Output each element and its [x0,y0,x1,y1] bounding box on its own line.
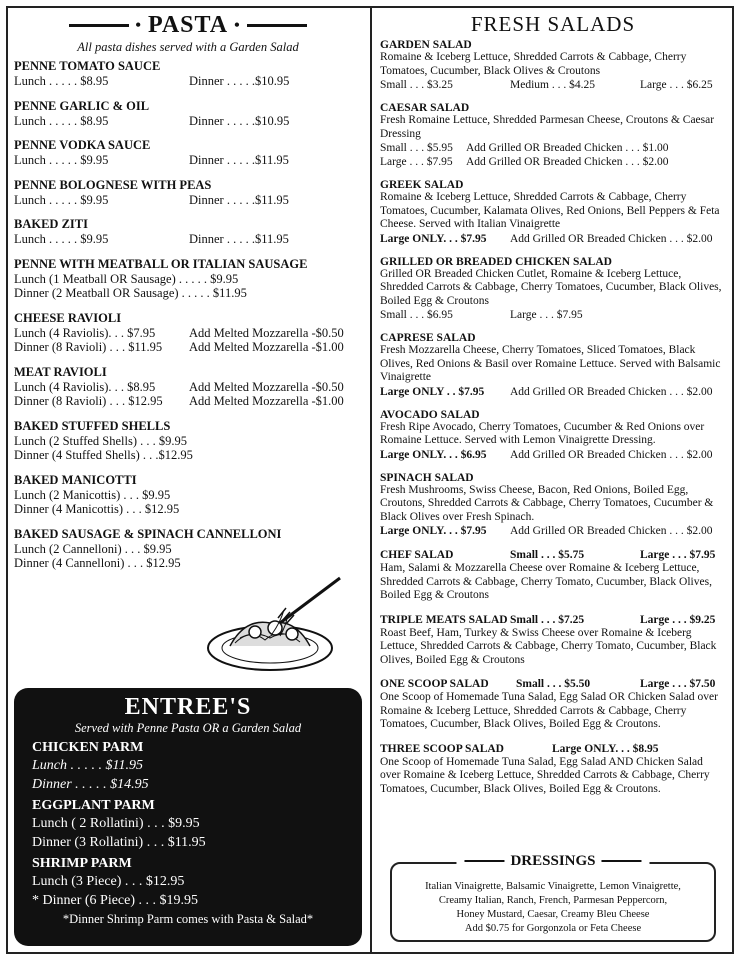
dinner-price: Dinner (2 Meatball OR Sausage) . . . . . $11.95 [14,286,247,300]
large-price: Large . . . $7.95 [640,549,716,561]
item-description: Fresh Mushrooms, Swiss Cheese, Bacon, Red Onions, Boiled Egg, Croutons, Shredded Carrots & Cabbage, Cherry Tomatoes, Cucumber & Black Olives over Fresh Spinach. [380,483,714,523]
large-price: Large ONLY. . . $7.95 [380,525,487,537]
small-price: Small . . . $3.25 [380,79,453,91]
dressings-title: DRESSINGS [510,853,596,869]
pasta-item [14,365,362,409]
medium-price: Medium . . . $4.25 [510,79,595,91]
dinner-price: Dinner (3 Rollatini) . . . $11.95 [32,835,206,850]
addon-price: Add Melted Mozzarella -$1.00 [189,340,344,354]
dinner-price: Dinner . . . . . $14.95 [32,777,149,792]
dinner-price: Dinner . . . . .$10.95 [189,113,290,128]
salad-item [380,472,726,539]
large-price: Large ONLY. . . $7.95 [380,232,487,245]
item-description: Roast Beef, Ham, Turkey & Swiss Cheese over Romaine & Iceberg Lettuce, Shredded Carrots & Cabbage, Cherry Tomato, Cucumber, Black Olives, Boiled Egg & Croutons [380,626,717,666]
header-rule [247,24,307,27]
item-name: CHEESE RAVIOLI [14,310,122,325]
dressings-line: Creamy Italian, Ranch, French, Parmesan Peppercorn, [438,895,668,906]
item-name: TRIPLE MEATS SALAD [380,613,508,626]
item-name: PENNE WITH MEATBALL OR ITALIAN SAUSAGE [14,256,308,271]
addon-price: Add Grilled OR Breaded Chicken . . . $2.00 [510,525,713,537]
addon-price: Add Grilled OR Breaded Chicken . . . $2.00 [510,448,713,461]
item-name: GRILLED OR BREADED CHICKEN SALAD [380,255,612,268]
lunch-price: Lunch . . . . . $9.95 [14,153,109,167]
dressings-line: Italian Vinaigrette, Balsamic Vinaigrette, Lemon Vinaigrette, [425,881,681,892]
bullet: • [135,16,142,34]
salads-title: FRESH SALADS [470,12,636,36]
pasta-item [14,59,362,89]
addon-price: Add Melted Mozzarella -$0.50 [189,379,344,394]
entrees-title: ENTREE'S [124,694,252,720]
item-name: MEAT RAVIOLI [14,364,107,379]
dinner-price: Dinner (4 Cannelloni) . . . $12.95 [14,556,181,570]
dinner-price: Dinner (8 Ravioli) . . . $11.95 [14,340,163,354]
salad-item [380,742,726,797]
small-price: Small . . . $7.25 [510,613,585,626]
item-description: Grilled OR Breaded Chicken Cutlet, Romaine & Iceberg Lettuce, Shredded Carrots & Cabbage, Cherry Tomatoes, Cucumber, Black Olives, Boiled Egg & Croutons [380,267,722,307]
dinner-price: Dinner . . . . .$11.95 [189,232,289,246]
pasta-item [14,473,362,517]
item-name: GARDEN SALAD [380,39,472,51]
dinner-price: Dinner . . . . .$10.95 [189,74,290,88]
pasta-title: PASTA [147,12,229,38]
pasta-plate-illustration [200,568,360,678]
item-name: ONE SCOOP SALAD [380,678,489,690]
small-price: Small . . . $5.75 [510,549,585,561]
header-rule [602,860,642,862]
large-price: Large ONLY. . . $6.95 [380,448,487,461]
addon-price: Add Grilled OR Breaded Chicken . . . $2.00 [510,385,713,398]
pasta-section [14,12,362,571]
salad-item [380,39,726,92]
small-price: Small . . . $5.95 [380,142,453,154]
lunch-price: Lunch . . . . . $8.95 [14,113,109,128]
item-name: PENNE TOMATO SAUCE [14,59,161,73]
entrees-section [14,688,362,946]
large-price: Large ONLY . . $7.95 [380,385,485,398]
bullet: • [234,16,241,34]
lunch-price: Lunch . . . . . $11.95 [32,758,143,773]
pasta-item [14,257,362,301]
lunch-price: Lunch (4 Raviolis). . . $8.95 [14,379,156,394]
lunch-price: Lunch (3 Piece) . . . $12.95 [32,874,185,889]
item-description: Romaine & Iceberg Lettuce, Shredded Carrots & Cabbage, Cherry Tomatoes, Cucumber, Black Olives & Croutons [380,51,687,77]
item-name: BAKED STUFFED SHELLS [14,418,171,433]
salad-item [380,332,726,399]
item-name: AVOCADO SALAD [380,408,480,421]
header-rule [69,24,129,27]
dressings-line: Honey Mustard, Caesar, Creamy Bleu Cheese [456,909,650,920]
item-description: Fresh Romaine Lettuce, Shredded Parmesan Cheese, Croutons & Caesar Dressing [380,114,715,140]
small-price: Small . . . $5.50 [516,678,591,690]
dressings-line: Add $0.75 for Gorgonzola or Feta Cheese [464,923,642,934]
pasta-subtitle: All pasta dishes served with a Garden Salad [77,40,299,54]
item-name: GREEK SALAD [380,179,464,191]
item-name: SHRIMP PARM [32,856,132,871]
large-price: Large . . . $6.25 [640,79,713,91]
item-description: One Scoop of Homemade Tuna Salad, Egg Salad OR Chicken Salad over Romaine & Iceberg Lettuce, Shredded Carrots & Cabbage, Cherry Tomatoes, Cucumber, Black Olives, Boiled Egg & Croutons. [380,691,718,730]
dinner-price: * Dinner (6 Piece) . . . $19.95 [32,893,199,908]
item-name: CHEF SALAD [380,549,454,561]
pasta-item [14,419,362,463]
entrees-note: *Dinner Shrimp Parm comes with Pasta & Salad* [62,912,314,926]
dinner-price: Dinner (4 Manicottis) . . . $12.95 [14,502,180,516]
salad-item [380,179,726,246]
pasta-item [14,311,362,355]
lunch-price: Lunch ( 2 Rollatini) . . . $9.95 [32,816,200,831]
item-name: PENNE BOLOGNESE WITH PEAS [14,177,212,192]
item-description: Romaine & Iceberg Lettuce, Shredded Carrots & Cabbage, Cherry Tomatoes, Cucumber, Kalamata Olives, Red Onions, Bell Peppers & Feta Cheese. Served with Italian Vinaigrette [380,191,720,230]
lunch-price: Lunch . . . . . $8.95 [14,74,109,88]
lunch-price: Lunch (2 Manicottis) . . . $9.95 [14,487,171,502]
lunch-price: Lunch (2 Cannelloni) . . . $9.95 [14,541,172,556]
large-price: Large ONLY. . . $8.95 [552,742,659,755]
lunch-price: Lunch . . . . . $9.95 [14,232,109,246]
salad-item [380,102,726,169]
header-rule [464,860,504,862]
item-name: CAPRESE SALAD [380,332,476,344]
dinner-price: Dinner . . . . .$11.95 [189,153,289,167]
addon-price: Add Grilled OR Breaded Chicken . . . $2.00 [466,156,669,168]
salad-item [380,613,726,668]
lunch-price: Lunch . . . . . $9.95 [14,192,109,207]
item-name: BAKED SAUSAGE & SPINACH CANNELLONI [14,526,282,541]
item-name: CAESAR SALAD [380,102,470,114]
large-price: Large . . . $9.25 [640,613,716,626]
pasta-header [14,12,362,39]
item-description: Fresh Mozzarella Cheese, Cherry Tomatoes, Sliced Tomatoes, Black Olives, Red Onions & Basil over Romaine Lettuce. Served with Balsamic Vinaigrette [380,344,721,383]
salads-section [380,12,726,796]
large-price: Large . . . $7.95 [510,309,583,321]
salad-item [380,409,726,462]
item-name: BAKED ZITI [14,217,88,231]
item-name: EGGPLANT PARM [32,798,155,813]
addon-price: Add Melted Mozzarella -$1.00 [189,394,344,408]
large-price: Large . . . $7.50 [640,678,716,690]
item-name: BAKED MANICOTTI [14,472,137,487]
addon-price: Add Melted Mozzarella -$0.50 [189,325,344,340]
dinner-price: Dinner . . . . .$11.95 [189,192,289,207]
pasta-item [14,99,362,129]
salad-item [380,548,726,603]
addon-price: Add Grilled OR Breaded Chicken . . . $1.00 [466,142,669,154]
item-name: PENNE GARLIC & OIL [14,98,150,113]
salad-item [380,677,726,732]
lunch-price: Lunch (1 Meatball OR Sausage) . . . . . $9.95 [14,271,239,286]
item-description: Ham, Salami & Mozzarella Cheese over Romaine & Iceberg Lettuce, Shredded Carrots & Cabbage, Cherry Tomato, Cucumber, Black Olives, Boiled Egg & Croutons [380,562,712,601]
item-name: PENNE VODKA SAUCE [14,138,151,152]
entrees-subtitle: Served with Penne Pasta OR a Garden Salad [74,721,302,735]
dressings-header [456,854,649,868]
pasta-item [14,178,362,208]
dinner-price: Dinner (4 Stuffed Shells) . . .$12.95 [14,448,193,462]
dinner-price: Dinner (8 Ravioli) . . . $12.95 [14,394,163,408]
addon-price: Add Grilled OR Breaded Chicken . . . $2.00 [510,232,713,245]
large-price: Large . . . $7.95 [380,156,453,168]
item-name: SPINACH SALAD [380,471,474,484]
pasta-item [14,217,362,247]
dressings-box [390,853,716,942]
small-price: Small . . . $6.95 [380,309,453,321]
item-name: CHICKEN PARM [32,740,144,755]
item-name: THREE SCOOP SALAD [380,742,504,755]
pasta-item [14,138,362,168]
lunch-price: Lunch (2 Stuffed Shells) . . . $9.95 [14,433,188,448]
item-description: One Scoop of Homemade Tuna Salad, Egg Salad AND Chicken Salad over Romaine & Iceberg Lettuce, Shredded Carrots & Cabbage, Cherry Tomatoes, Cucumber, Black Olives, Boiled Egg & Croutons. [380,755,710,795]
item-description: Fresh Ripe Avocado, Cherry Tomatoes, Cucumber & Red Onions over Romaine Lettuce. Served with Lemon Vinaigrette Dressing. [380,420,705,446]
lunch-price: Lunch (4 Raviolis). . . $7.95 [14,325,156,340]
pasta-item [14,527,362,571]
salad-item [380,256,726,323]
column-divider [370,8,372,952]
